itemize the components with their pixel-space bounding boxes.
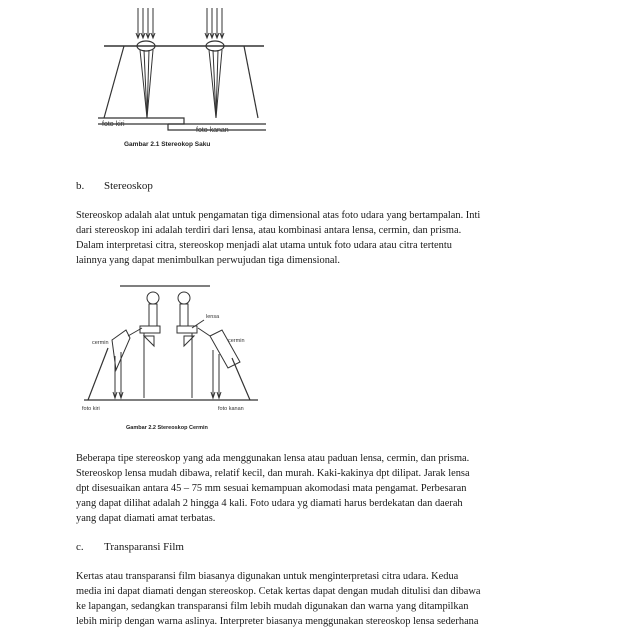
paragraph-line: yang dapat dilihat adalah 2 hingga 4 kali. Foto udara yg diamati harus berdekatan dan daerah: [76, 498, 463, 509]
pocket-stereoscope-diagram: [96, 0, 276, 152]
paragraph-line: lebih mirip dengan warna aslinya. Interpreter biasanya menggunakan stereoskop lensa sederhana: [76, 616, 479, 627]
paragraph-line: ke lapangan, sedangkan transparansi film lebih mudah digunakan dan warna yang ditampilkan: [76, 601, 469, 612]
paragraph-line: Dalam interpretasi citra, stereoskop menjadi alat utama untuk foto udara atau citra tertentu: [76, 240, 452, 251]
paragraph-line: Beberapa tipe stereoskop yang ada menggunakan lensa atau paduan lensa, cermin, dan prisma.: [76, 453, 470, 464]
section-c-letter: c.: [76, 541, 84, 553]
label-cermin-right: cermin: [228, 338, 245, 344]
section-b-heading: [76, 180, 153, 192]
paragraph-line: dpt disesuaikan antara 45 – 75 mm sesuai kemampuan akomodasi mata pengamat. Perbesaran: [76, 483, 467, 494]
figure-pocket-stereoscope: [96, 0, 276, 152]
paragraph-line: Kertas atau transparansi film biasanya digunakan untuk menginterpretasi citra udara. Kedua: [76, 571, 459, 582]
section-b-title: Stereoskop: [104, 180, 153, 192]
label-foto-kiri: foto kiri: [102, 121, 125, 128]
section-c-heading: [76, 541, 184, 553]
paragraph-line: Stereoskop adalah alat untuk pengamatan tiga dimensional atas foto udara yang bertampalan. Inti: [76, 210, 481, 221]
label-foto-kanan-2: foto kanan: [218, 406, 244, 412]
section-b-letter: b.: [76, 180, 85, 192]
figure2-caption: Gambar 2.2 Stereoskop Cermin: [126, 425, 208, 431]
label-foto-kiri-2: foto kiri: [82, 406, 100, 412]
paragraph-line: lainnya yang dapat menimbulkan perwujudan tiga dimensional.: [76, 255, 341, 266]
figure-mirror-stereoscope: [80, 278, 260, 433]
label-lensa: lensa: [206, 314, 220, 320]
paragraph-line: yang dapat diamati amat terbatas.: [76, 513, 216, 524]
paragraph-line: dari stereoskop ini adalah terdiri dari lensa, atau kombinasi antara lensa, cermin, dan prisma.: [76, 225, 462, 236]
label-foto-kanan: foto kanan: [196, 127, 229, 134]
paragraph-stereoskop: [76, 208, 576, 268]
paragraph-tipe-stereoskop: [76, 451, 576, 526]
paragraph-transparansi-film: [76, 569, 576, 629]
label-cermin-left: cermin: [92, 340, 109, 346]
section-c-title: Transparansi Film: [104, 541, 184, 553]
figure1-caption: Gambar 2.1 Stereokop Saku: [124, 141, 211, 148]
paragraph-line: media ini dapat diamati dengan stereoskop. Cetak kertas dapat dengan mudah ditulisi dan dibawa: [76, 586, 481, 597]
paragraph-line: Stereoskop lensa mudah dibawa, relatif kecil, dan murah. Kaki-kakinya dpt dilipat. Jarak lensa: [76, 468, 470, 479]
